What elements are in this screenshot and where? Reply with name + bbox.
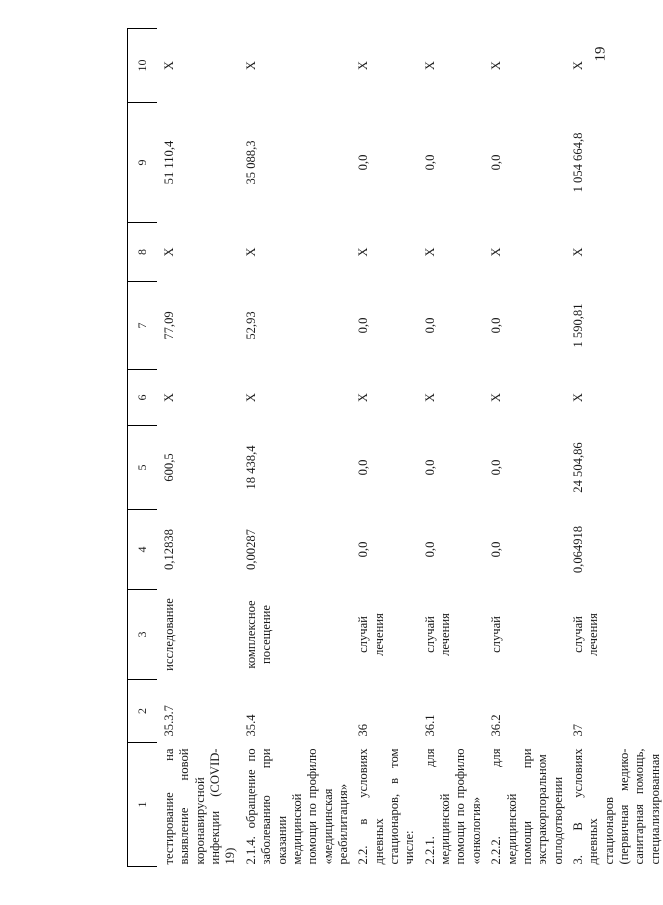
row-unit: случай лечения bbox=[570, 613, 601, 656]
row-cell-8: X bbox=[422, 247, 437, 257]
row-cell-10: X bbox=[422, 60, 437, 71]
column-header: 2 bbox=[128, 680, 158, 743]
table-row bbox=[157, 29, 239, 867]
row-name: 2.2.2. для медицинской помощи при экстракорпоральном оплодотворении bbox=[489, 748, 565, 865]
row-unit: случай bbox=[489, 616, 504, 653]
row-cell-4: 0,0 bbox=[356, 541, 371, 558]
row-cell-10: X bbox=[489, 60, 504, 71]
row-cell-8: X bbox=[489, 247, 504, 257]
row-cell-6: X bbox=[570, 392, 585, 403]
page-number: 19 bbox=[592, 46, 609, 62]
row-cell-9: 1 054 664,8 bbox=[570, 132, 585, 193]
row-cell-8: X bbox=[243, 247, 258, 257]
row-cell-9: 0,0 bbox=[422, 154, 437, 171]
row-code: 36.1 bbox=[422, 714, 437, 737]
column-header: 8 bbox=[128, 223, 158, 282]
row-cell-10: X bbox=[162, 60, 176, 71]
row-cell-7: 1 590,81 bbox=[570, 303, 585, 348]
row-name: 2.2.1. для медицинской помощи по профилю «онкология» bbox=[422, 748, 483, 865]
row-cell-9: 0,0 bbox=[356, 154, 371, 171]
row-unit: исследование bbox=[162, 598, 176, 671]
row-cell-7: 77,09 bbox=[162, 311, 176, 340]
row-cell-8: X bbox=[570, 247, 585, 257]
row-cell-4: 0,0 bbox=[422, 541, 437, 558]
row-cell-8: X bbox=[162, 247, 176, 257]
row-cell-7: 0,0 bbox=[489, 317, 504, 334]
table-row bbox=[239, 29, 352, 867]
column-header: 4 bbox=[128, 510, 158, 590]
row-cell-6: X bbox=[356, 392, 371, 403]
column-header: 1 bbox=[128, 743, 158, 867]
rotated-table-container bbox=[127, 29, 662, 867]
row-cell-9: 51 110,4 bbox=[162, 140, 176, 185]
row-code: 36.2 bbox=[489, 714, 504, 737]
row-unit: комплексное посещение bbox=[243, 600, 274, 669]
row-cell-5: 600,5 bbox=[162, 453, 176, 482]
column-header: 9 bbox=[128, 103, 158, 223]
row-name: 2.1.4. обращение по заболеванию при оказании медицинской помощи по профилю «медицинская реабилитация» bbox=[243, 748, 350, 865]
column-header: 5 bbox=[128, 426, 158, 510]
row-cell-8: X bbox=[356, 247, 371, 257]
row-cell-5: 18 438,4 bbox=[243, 445, 258, 490]
row-cell-6: X bbox=[489, 392, 504, 403]
column-header: 7 bbox=[128, 282, 158, 370]
row-name: тестирование на выявление новой коронавирусной инфекции (COVID-19) bbox=[162, 748, 238, 865]
table-row bbox=[484, 29, 566, 867]
row-name: 3. В условиях дневных стационаров (первичная медико-санитарная помощь, специализированная bbox=[570, 748, 662, 865]
row-unit: случай лечения bbox=[422, 613, 453, 656]
row-cell-7: 0,0 bbox=[422, 317, 437, 334]
column-header: 3 bbox=[128, 590, 158, 680]
row-cell-10: X bbox=[356, 60, 371, 71]
row-code: 37 bbox=[570, 723, 585, 737]
row-cell-6: X bbox=[243, 392, 258, 403]
row-code: 35.4 bbox=[243, 714, 258, 737]
row-cell-7: 52,93 bbox=[243, 311, 258, 340]
table-row bbox=[351, 29, 417, 867]
column-header: 6 bbox=[128, 370, 158, 426]
row-cell-4: 0,0 bbox=[489, 541, 504, 558]
row-cell-7: 0,0 bbox=[356, 317, 371, 334]
row-cell-10: X bbox=[570, 60, 585, 71]
row-cell-5: 0,0 bbox=[422, 459, 437, 476]
row-code: 35.3.7 bbox=[162, 705, 176, 737]
row-code: 36 bbox=[356, 723, 371, 737]
row-cell-4: 0,00287 bbox=[243, 529, 258, 570]
row-cell-6: X bbox=[422, 392, 437, 403]
row-name: 2.2. в условиях дневных стационаров, в том числе: bbox=[356, 748, 417, 865]
row-cell-9: 0,0 bbox=[489, 154, 504, 171]
column-number-header bbox=[128, 29, 158, 867]
column-header: 10 bbox=[128, 29, 158, 103]
table-row bbox=[566, 29, 663, 867]
row-cell-5: 0,0 bbox=[356, 459, 371, 476]
row-cell-4: 0,12838 bbox=[162, 529, 176, 570]
row-cell-10: X bbox=[243, 60, 258, 71]
row-cell-5: 24 504,86 bbox=[570, 442, 585, 493]
table-row bbox=[418, 29, 484, 867]
row-cell-9: 35 088,3 bbox=[243, 140, 258, 185]
row-cell-5: 0,0 bbox=[489, 459, 504, 476]
row-unit: случай лечения bbox=[356, 613, 386, 656]
row-cell-6: X bbox=[162, 392, 176, 403]
row-cell-4: 0,064918 bbox=[570, 525, 585, 574]
data-table bbox=[127, 28, 663, 867]
